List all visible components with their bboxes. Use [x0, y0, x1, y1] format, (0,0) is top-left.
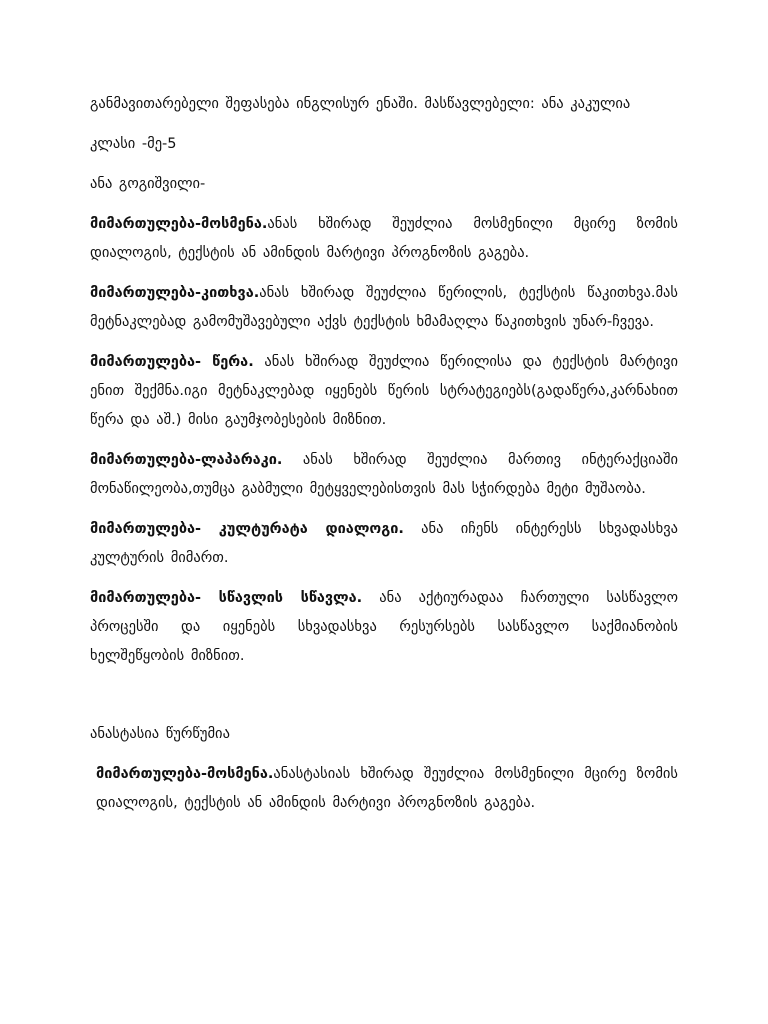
- section-culture: [90, 515, 678, 573]
- section-heading: მიმართულება-მოსმენა.: [90, 216, 268, 232]
- section-heading: მიმართულება- წერა.: [90, 354, 254, 370]
- spacer: [90, 682, 678, 720]
- section-heading: მიმართულება- სწავლის სწავლა.: [90, 590, 363, 606]
- student-name: ანა გოგიშვილი-: [90, 176, 206, 192]
- section-heading: მიმართულება-მოსმენა.: [96, 766, 274, 782]
- section-text: ანა იჩენს ინტერესს სხვადასხვა კულტურის მიმართ.: [90, 521, 678, 566]
- section-text: ანას ხშირად შეუძლია წერილის, ტექსტის წაკითხვა.მას მეტნაკლებად გამომუშავებული აქვს ტექსტის ხმამაღლა წაკითხვის უნარ-ჩვევა.: [90, 285, 678, 330]
- section-listening: [90, 210, 678, 268]
- document-title: განმავითარებელი შეფასება ინგლისურ ენაში. მასწავლებელი: ანა კაკულია: [90, 96, 631, 112]
- section-text: ანასტასიას ხშირად შეუძლია მოსმენილი მცირე ზომის დიალოგის, ტექსტის ან ამინდის მარტივი პროგნოზის გაგება.: [96, 766, 678, 811]
- class-line: კლასი -მე-5: [90, 136, 177, 152]
- section-text: ანას ხშირად შეუძლია მოსმენილი მცირე ზომის დიალოგის, ტექსტის ან ამინდის მარტივი პროგნოზის გაგება.: [90, 216, 678, 261]
- student-name: ანასტასია წურწუმია: [90, 726, 230, 742]
- section-heading: მიმართულება-კითხვა.: [90, 285, 260, 301]
- document-page: [90, 90, 678, 829]
- section-heading: მიმართულება-ლაპარაკი.: [90, 452, 283, 468]
- section-text: ანა აქტიურადაა ჩართული სასწავლო პროცესში და იყენებს სხვადასხვა რესურსებს სასწავლო საქმიანობის ხელშეწყობის მიზნით.: [90, 590, 678, 664]
- section-listening: [90, 760, 678, 818]
- section-heading: მიმართულება- კულტურატა დიალოგი.: [90, 521, 404, 537]
- section-reading: [90, 279, 678, 337]
- section-text: ანას ხშირად შეუძლია მართივ ინტერაქციაში მონაწილეობა,თუმცა გაბმული მეტყველებისთვის მას სჭირდება მეტი მუშაობა.: [90, 452, 678, 497]
- section-text: ანას ხშირად შეუძლია წერილისა და ტექსტის მარტივი ენით შექმნა.იგი მეტნაკლებად იყენებს წერის სტრატეგიებს(გადაწერა,კარნახით წერა და აშ.) მისი გაუმჯობესების მიზნით.: [90, 354, 678, 428]
- section-writing: [90, 348, 678, 435]
- section-learning: [90, 584, 678, 671]
- section-speaking: [90, 446, 678, 504]
